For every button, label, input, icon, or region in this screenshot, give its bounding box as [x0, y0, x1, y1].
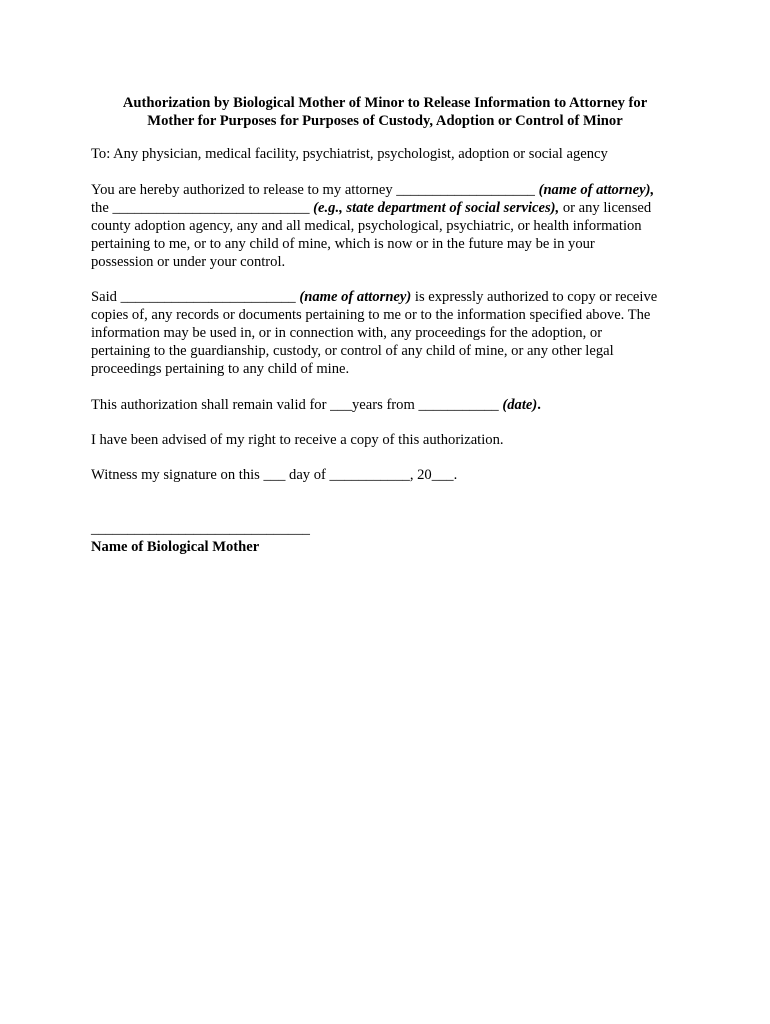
attorney-name-hint: (name of attorney) [299, 289, 412, 305]
para2-line-3: information may be used in, or in connection with, any proceedings for the adoption, or [91, 325, 603, 341]
validity-line [91, 396, 541, 414]
para1-line-4: pertaining to me, or to any child of mine, which is now or in the future may be in your [91, 236, 595, 252]
para1-text: You are hereby authorized to release to my attorney ___________________ [91, 182, 539, 198]
para1-text: the ___________________________ [91, 200, 314, 216]
para1-line-2 [91, 199, 651, 217]
para2-line-5: proceedings pertaining to any child of mine. [91, 361, 350, 377]
para2-line-2: copies of, any records or documents pertaining to me or to the information specified above. The [91, 307, 651, 323]
advised-line: I have been advised of my right to receive a copy of this authorization. [91, 432, 504, 448]
para2-line-1 [91, 288, 657, 306]
para1-text: or any licensed [559, 200, 652, 216]
signature-line: ______________________________ [91, 521, 310, 537]
validity-text: This authorization shall remain valid for ___years from ___________ [91, 397, 503, 413]
para1-line-5: possession or under your control. [91, 254, 286, 270]
attorney-name-hint: (name of attorney), [538, 182, 655, 198]
para2-line-4: pertaining to the guardianship, custody, or control of any child of mine, or any other legal [91, 343, 614, 359]
witness-line: Witness my signature on this ___ day of ___________, 20___. [91, 467, 458, 483]
title-line-2: Mother for Purposes for Purposes of Custody, Adoption or Control of Minor [147, 113, 623, 129]
addressee-line: To: Any physician, medical facility, psychiatrist, psychologist, adoption or social agency [91, 146, 608, 162]
para1-line-3: county adoption agency, any and all medical, psychological, psychiatric, or health information [91, 218, 642, 234]
agency-hint: (e.g., state department of social services), [313, 200, 560, 216]
validity-period: . [537, 397, 541, 413]
para1-line-1 [91, 181, 654, 199]
para2-text: Said ________________________ [91, 289, 300, 305]
document-title [80, 94, 690, 130]
signature-label: Name of Biological Mother [91, 539, 260, 555]
para2-text: is expressly authorized to copy or receive [411, 289, 658, 305]
date-hint: (date) [502, 397, 538, 413]
title-line-1: Authorization by Biological Mother of Minor to Release Information to Attorney for [122, 95, 648, 111]
